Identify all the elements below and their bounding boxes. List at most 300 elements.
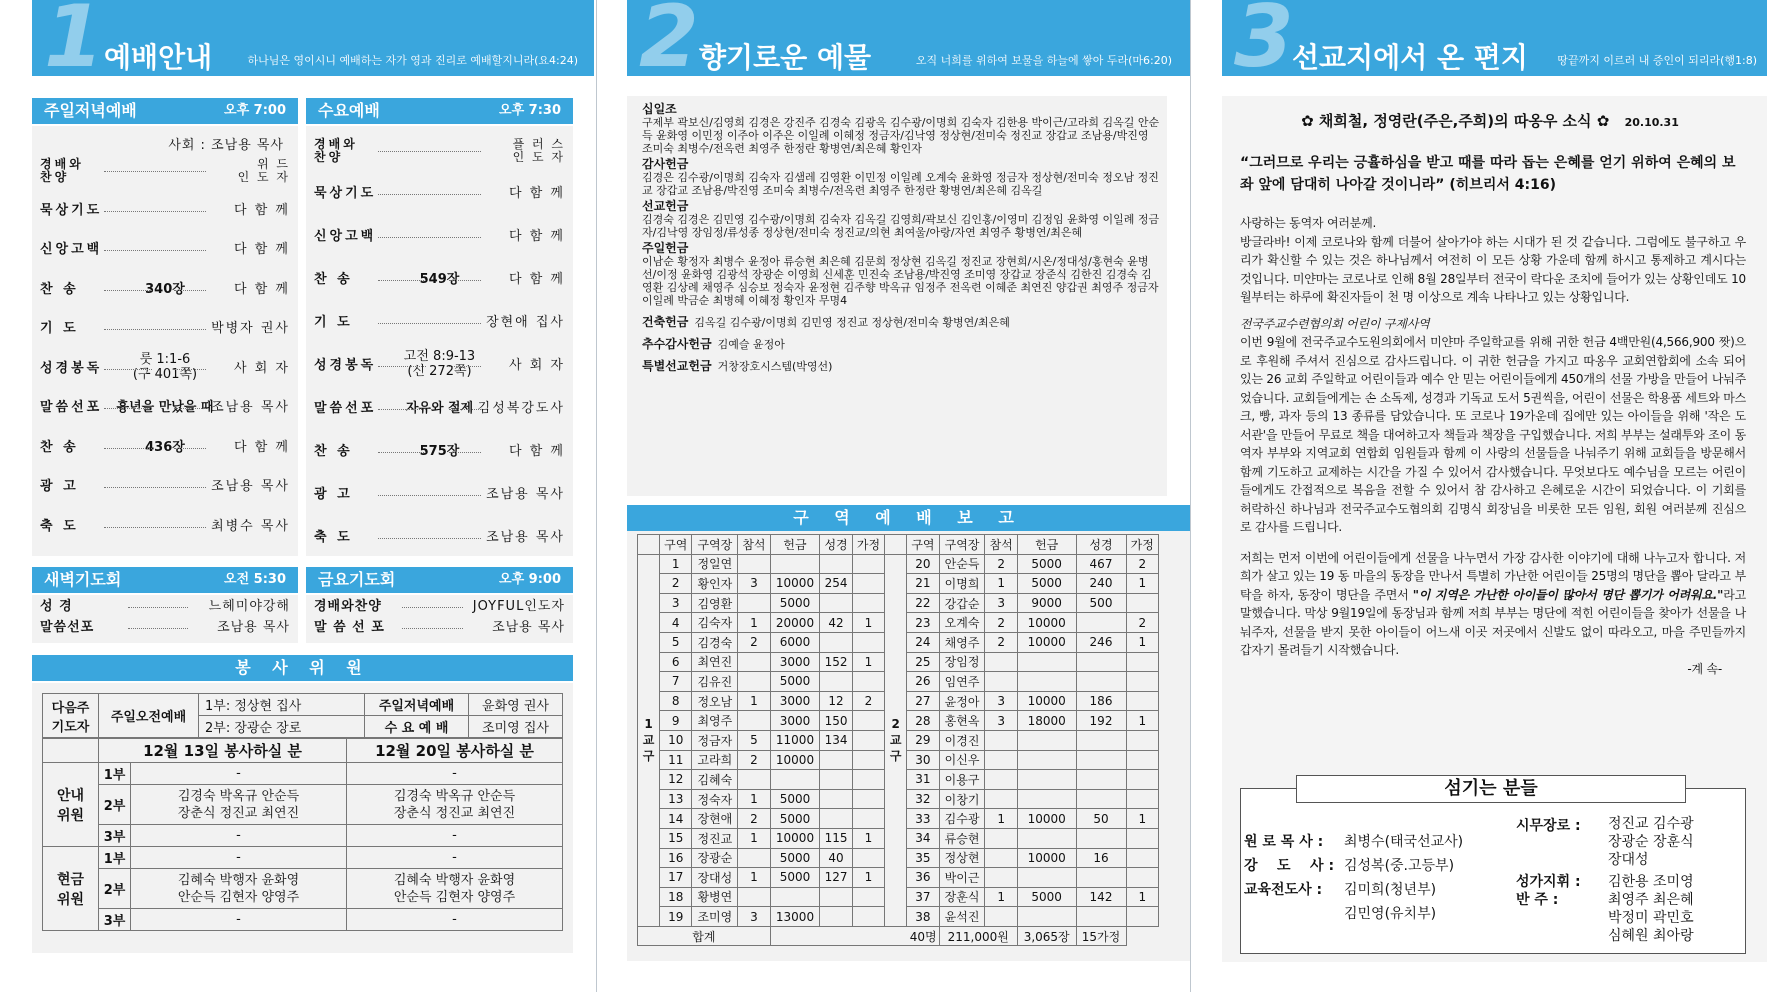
service-table bbox=[42, 693, 563, 738]
wednesday-box bbox=[306, 126, 573, 556]
column-header: 성경 bbox=[820, 535, 852, 555]
order-label: 광 고 bbox=[40, 479, 79, 494]
table-cell: 15 bbox=[660, 828, 692, 848]
offering-block bbox=[642, 103, 1162, 155]
table-cell: 2 bbox=[1126, 613, 1158, 633]
dot-leader bbox=[128, 607, 188, 608]
order-label: 경배와 찬양 bbox=[40, 157, 84, 184]
prayer-part2: 2부: 장광순 장로 bbox=[199, 716, 365, 738]
table-cell bbox=[1126, 652, 1158, 672]
service-header bbox=[32, 655, 573, 681]
table-cell bbox=[820, 672, 852, 692]
table-cell: 17 bbox=[660, 868, 692, 888]
guide-part3-w1: - bbox=[131, 825, 347, 847]
table-cell bbox=[738, 652, 770, 672]
order-row bbox=[306, 226, 573, 248]
flower-icon: ✿ bbox=[1301, 112, 1319, 130]
dot-leader bbox=[378, 194, 481, 195]
table-cell bbox=[852, 809, 884, 829]
offering-names: 구제부 곽보신/김영희 김경은 강진주 김경숙 김광옥 김수광/이명희 김숙자 김한용 박이근/고라희 김옥길 안순득 윤화영 이민정 이주아 이주은 이일례 이혜정 정금자/김낙영 정상현/전미숙 정진교 장갑교 조남용/박진영 조미숙 최병수/전옥련 최영주 한정란 황병연/최은혜 황인자 bbox=[642, 116, 1160, 155]
table-cell: 9000 bbox=[1017, 593, 1076, 613]
table-cell: 윤석진 bbox=[939, 907, 985, 927]
dot-leader bbox=[104, 527, 206, 528]
table-cell bbox=[1017, 770, 1076, 790]
table-cell: 1 bbox=[852, 613, 884, 633]
sunday-evening-box bbox=[32, 126, 298, 556]
order-detail: 흉년을 만났을 때 bbox=[116, 400, 214, 415]
table-cell: 장임정 bbox=[939, 652, 985, 672]
order-leader: 조남용 목사 bbox=[211, 400, 290, 415]
table-cell: 467 bbox=[1076, 554, 1126, 574]
table-cell bbox=[985, 730, 1017, 750]
column-header: 참석 bbox=[738, 535, 770, 555]
duty-week2: 12월 20일 봉사하실 분 bbox=[347, 739, 563, 763]
table-cell bbox=[1017, 750, 1076, 770]
staff-name: 김미희(청년부) bbox=[1344, 882, 1437, 898]
column-header: 구역장 bbox=[692, 535, 738, 555]
table-cell: 1 bbox=[852, 828, 884, 848]
table-cell bbox=[852, 632, 884, 652]
table-cell: 안순득 bbox=[939, 554, 985, 574]
table-cell: 박이근 bbox=[939, 868, 985, 888]
table-cell bbox=[852, 574, 884, 594]
order-leader: 사 회 자 bbox=[234, 360, 290, 376]
table-cell: 37 bbox=[907, 887, 939, 907]
table-cell bbox=[1126, 750, 1158, 770]
table-cell: 최연진 bbox=[692, 652, 738, 672]
choir-names: 김한용 조미영 최영주 최은혜 박정미 곽민호 심혜원 최아랑 bbox=[1608, 874, 1694, 944]
guide-part1-w1: - bbox=[131, 763, 347, 785]
table-cell: 28 bbox=[907, 711, 939, 731]
district-table bbox=[637, 534, 1159, 946]
sunday-evening-label: 주일저녁예배 bbox=[365, 694, 469, 716]
order-leader: 다 함 께 bbox=[509, 186, 565, 201]
table-cell bbox=[985, 770, 1017, 790]
dawn-title: 새벽기도회 bbox=[44, 570, 122, 589]
table-cell bbox=[1126, 672, 1158, 692]
table-cell bbox=[852, 750, 884, 770]
table-cell bbox=[820, 593, 852, 613]
dot-leader bbox=[402, 607, 463, 608]
letter-text: 저희는 먼저 이번에 어린이들에게 선물을 나누면서 가장 감사한 이야기에 대해 나누고자 합니다. 저희가 살고 있는 19 동 마을의 동장을 만나서 특별히 가난한 어린이들 25명의 명단을 뽑아 달라고 부탁을 하자, 동장이 명단을 주면서 bbox=[1240, 550, 1746, 602]
friday-time: 오후 9:00 bbox=[499, 572, 561, 587]
table-cell: 5000 bbox=[1017, 574, 1076, 594]
table-cell: 34 bbox=[907, 828, 939, 848]
column-header: 참석 bbox=[985, 535, 1017, 555]
order-leader: 조남용 목사 bbox=[486, 530, 565, 545]
order-row bbox=[32, 157, 298, 184]
table-cell: 장광순 bbox=[692, 848, 738, 868]
table-cell bbox=[1076, 770, 1126, 790]
table-cell: 1 bbox=[1126, 809, 1158, 829]
offering-block bbox=[642, 357, 1162, 373]
friday-box bbox=[306, 595, 573, 643]
group-label: 1 교 구 bbox=[638, 554, 660, 926]
section-verse: 오직 너희를 위하여 보물을 하늘에 쌓아 두라(마6:20) bbox=[915, 54, 1172, 67]
table-cell bbox=[852, 887, 884, 907]
table-cell: 정숙자 bbox=[692, 789, 738, 809]
offering-block bbox=[642, 313, 1162, 329]
order-label: 묵상기도 bbox=[314, 186, 377, 201]
table-cell bbox=[738, 672, 770, 692]
staff-name: 김민영(유치부) bbox=[1344, 906, 1437, 922]
table-cell bbox=[852, 770, 884, 790]
table-cell: 23 bbox=[907, 613, 939, 633]
table-cell: 10000 bbox=[770, 574, 820, 594]
table-cell bbox=[1126, 593, 1158, 613]
offering-names: 김경은 김수광/이명희 김숙자 김샘레 김영환 이민정 이일례 오계숙 윤화영 정금자 정상현/전미숙 정오남 정진교 장갑교 조남용/박진영 조미숙 최병수/전옥련 최영주 한정란 황병연/최은혜 김옥길 bbox=[642, 171, 1159, 197]
letter-body bbox=[1240, 214, 1746, 678]
choir-role: 성가지휘 : 반 주 : bbox=[1516, 874, 1581, 908]
order-row bbox=[306, 527, 573, 549]
letter-paragraph: 이번 9월에 전국주교수도원의회에서 미얀마 주일학교를 위해 귀한 헌금 4백만원(4,566,900 짯)으로 후원해 주셔서 진심으로 감사드립니다. 이 귀한 헌금을 가지고 따옹우 교회연합회에 소속 되어 있는 26 교회 주일학교 어린이들과 예수 안 믿는 어린이들에게 450개의 선물 가방을 만들어 나눠주었습니다. 교회들에게는 손 소독제, 성경과 기독교 도서 5권씩을, 어린이 선물은 학용품 세트와 마스크, 빵, 과자 등의 13 종류를 담았습니다. 또 코로나 19가운데 집에만 있는 아이들을 위해 '작은 도서관'을 만들어 무료로 책을 대여하고자 책들과 책장을 구입했습니다. 저희 부부는 설래투와 조이 동역자 부부와 지역교회 연합회 임원들과 함께 이 사랑의 선물들을 나눠주기 위해 교회들을 방문해서 함께 기도하고 교제하는 시간을 가질 수 있어서 감사했습니다. 무엇보다도 예수님을 모르는 어린이들에게도 간접적으로 복음을 전할 수 있어서 참 감사하고 은혜로운 시간이 되었습니다. 이 기회를 허락하신 하나님과 전국주교수도협의회 김명식 회장님을 비롯한 모든 임원, 회원 여러분께 진심으로 감사를 드립니다. bbox=[1240, 335, 1746, 534]
dawn-box bbox=[32, 595, 298, 643]
dot-leader bbox=[174, 408, 206, 409]
table-cell: 장현애 bbox=[692, 809, 738, 829]
table-cell bbox=[852, 789, 884, 809]
order-label: 묵상기도 bbox=[40, 202, 103, 218]
table-cell: 3000 bbox=[770, 711, 820, 731]
table-cell: 5000 bbox=[770, 789, 820, 809]
table-cell: 134 bbox=[820, 730, 852, 750]
table-cell bbox=[820, 632, 852, 652]
table-cell bbox=[738, 593, 770, 613]
table-cell: 25 bbox=[907, 652, 939, 672]
section-number: 2 bbox=[639, 0, 699, 76]
group-header bbox=[885, 535, 907, 555]
dot-leader bbox=[378, 366, 426, 367]
staff-role: 원 로 목 사 : bbox=[1244, 834, 1324, 850]
table-cell: 홍현옥 bbox=[939, 711, 985, 731]
dot-leader bbox=[104, 290, 152, 291]
table-cell: 1 bbox=[738, 613, 770, 633]
money-part3: 3부 bbox=[99, 909, 131, 931]
group-label: 2 교 구 bbox=[885, 554, 907, 926]
table-cell: 5 bbox=[660, 632, 692, 652]
sunday-morning-label: 주일오전예배 bbox=[99, 694, 199, 738]
order-row bbox=[32, 279, 298, 301]
offering-type: 선교헌금 bbox=[642, 199, 689, 213]
table-cell bbox=[1126, 691, 1158, 711]
table-cell: 최영주 bbox=[692, 711, 738, 731]
letter-date: 20.10.31 bbox=[1624, 116, 1679, 129]
table-cell: 152 bbox=[820, 652, 852, 672]
table-cell bbox=[1017, 868, 1076, 888]
order-leader: 최병수 목사 bbox=[211, 518, 290, 534]
table-cell: 정진교 bbox=[692, 828, 738, 848]
order-label: 찬 송 bbox=[40, 439, 79, 455]
dawn-time: 오전 5:30 bbox=[224, 572, 286, 587]
order-row bbox=[32, 597, 298, 617]
staff-name: 김성복(중.고등부) bbox=[1344, 858, 1455, 874]
table-cell: 정오남 bbox=[692, 691, 738, 711]
letter-continue: -계 속- bbox=[1687, 661, 1722, 676]
total-bible: 3,065장 bbox=[1017, 926, 1076, 946]
offering-names: 김옥길 김수광/이명희 김민영 정진교 정상현/전미숙 황병연/최은혜 bbox=[694, 316, 1010, 329]
table-cell: 1 bbox=[985, 809, 1017, 829]
money-part2-w2: 김혜숙 박행자 윤화영 안순득 김현자 양영주 bbox=[347, 869, 563, 909]
table-cell bbox=[985, 828, 1017, 848]
order-leader: 다 함 께 bbox=[234, 281, 290, 297]
table-cell bbox=[1076, 652, 1126, 672]
missionary-banner bbox=[1222, 0, 1767, 76]
offering-block bbox=[642, 335, 1162, 351]
table-cell: 정일연 bbox=[692, 554, 738, 574]
dawn-header bbox=[32, 567, 298, 593]
total-homes: 15가정 bbox=[1076, 926, 1126, 946]
order-leader: 다 함 께 bbox=[509, 444, 565, 459]
table-cell bbox=[1126, 907, 1158, 927]
table-cell: 1 bbox=[738, 789, 770, 809]
table-cell bbox=[985, 789, 1017, 809]
table-cell: 김혜숙 bbox=[692, 770, 738, 790]
table-cell bbox=[1076, 868, 1126, 888]
table-cell: 20 bbox=[907, 554, 939, 574]
service-duty-table bbox=[42, 738, 563, 931]
table-cell: 142 bbox=[1076, 887, 1126, 907]
dot-leader bbox=[378, 452, 426, 453]
order-label: 말씀선포 bbox=[40, 620, 95, 635]
table-cell: 임연주 bbox=[939, 672, 985, 692]
prayer-label: 다음주 기도자 bbox=[43, 694, 99, 738]
table-row bbox=[638, 554, 1159, 574]
order-leader: 조남용 목사 bbox=[217, 620, 290, 635]
table-cell: 13000 bbox=[770, 907, 820, 927]
dot-leader bbox=[378, 538, 481, 539]
table-cell: 김영환 bbox=[692, 593, 738, 613]
letter-quote: “그러므로 우리는 긍휼하심을 받고 때를 따라 돕는 은혜를 얻기 위하여 은혜의 보좌 앞에 담대히 나아갈 것이니라” (히브리서 4:16) bbox=[1240, 155, 1736, 193]
table-cell: 5000 bbox=[770, 809, 820, 829]
table-cell: 정상현 bbox=[939, 848, 985, 868]
table-cell bbox=[1017, 828, 1076, 848]
staff-role: 교육전도사 : bbox=[1244, 882, 1323, 898]
table-cell: 246 bbox=[1076, 632, 1126, 652]
order-row bbox=[32, 516, 298, 538]
dot-leader bbox=[104, 369, 152, 370]
table-cell: 50 bbox=[1076, 809, 1126, 829]
order-detail: 340장 bbox=[145, 281, 185, 297]
order-label: 신앙고백 bbox=[314, 229, 377, 244]
order-leader: 사 회 자 bbox=[509, 358, 565, 373]
table-cell: 5000 bbox=[770, 848, 820, 868]
table-cell: 김숙자 bbox=[692, 613, 738, 633]
table-cell: 8 bbox=[660, 691, 692, 711]
table-cell: 2 bbox=[985, 632, 1017, 652]
table-cell bbox=[1017, 730, 1076, 750]
table-cell bbox=[770, 887, 820, 907]
table-cell: 3 bbox=[660, 593, 692, 613]
table-cell: 500 bbox=[1076, 593, 1126, 613]
table-cell bbox=[770, 770, 820, 790]
staff-title: 섬기는 분들 bbox=[1296, 775, 1686, 803]
table-cell: 7 bbox=[660, 672, 692, 692]
order-row bbox=[32, 397, 298, 419]
table-cell: 2 bbox=[1126, 554, 1158, 574]
dot-leader bbox=[128, 628, 188, 629]
table-cell: 1 bbox=[1126, 887, 1158, 907]
table-cell: 3 bbox=[985, 593, 1017, 613]
table-cell bbox=[1126, 828, 1158, 848]
guide-part2: 2부 bbox=[99, 785, 131, 825]
guide-part1-w2: - bbox=[347, 763, 563, 785]
dot-leader bbox=[402, 628, 463, 629]
friday-title: 금요기도회 bbox=[318, 570, 396, 589]
table-cell: 2 bbox=[852, 691, 884, 711]
wednesday-title: 수요예배 bbox=[318, 101, 380, 120]
column-header: 성경 bbox=[1076, 535, 1126, 555]
table-cell: 오계숙 bbox=[939, 613, 985, 633]
table-cell bbox=[770, 554, 820, 574]
wednesday-time: 오후 7:30 bbox=[499, 103, 561, 118]
table-cell bbox=[820, 789, 852, 809]
table-cell: 5000 bbox=[770, 672, 820, 692]
money-label: 현금 위원 bbox=[43, 847, 99, 931]
table-cell: 1 bbox=[985, 574, 1017, 594]
offering-type: 특별선교헌금 bbox=[642, 359, 712, 373]
table-cell: 1 bbox=[738, 828, 770, 848]
staff-list bbox=[1244, 830, 1504, 926]
order-row bbox=[306, 618, 573, 638]
table-cell bbox=[852, 848, 884, 868]
table-cell: 김수광 bbox=[939, 809, 985, 829]
table-cell: 10000 bbox=[1017, 632, 1076, 652]
table-cell: 16 bbox=[1076, 848, 1126, 868]
service-box bbox=[32, 683, 573, 953]
table-cell: 10000 bbox=[1017, 691, 1076, 711]
column-header: 가정 bbox=[1126, 535, 1158, 555]
table-cell bbox=[1126, 770, 1158, 790]
offering-names: 김경숙 김경은 김민영 김수광/이명희 김숙자 김옥길 김영희/곽보신 김인홍/이영미 김정임 윤화영 이일례 정금자/김낙영 장임정/류성종 정상현/전미숙 정진교/의현 최여울/아랑/자연 최영주 황병연/최은혜 bbox=[642, 213, 1160, 239]
table-cell: 20000 bbox=[770, 613, 820, 633]
dot-leader bbox=[378, 237, 481, 238]
wednesday-label: 수 요 예 배 bbox=[365, 716, 469, 738]
order-detail: 575장 bbox=[419, 444, 460, 459]
money-part2: 2부 bbox=[99, 869, 131, 909]
order-row bbox=[306, 269, 573, 291]
table-cell bbox=[738, 848, 770, 868]
offering-block bbox=[642, 242, 1162, 307]
table-cell: 1 bbox=[660, 554, 692, 574]
table-cell: 2 bbox=[985, 613, 1017, 633]
table-cell: 29 bbox=[907, 730, 939, 750]
table-cell bbox=[852, 907, 884, 927]
table-cell: 18 bbox=[660, 887, 692, 907]
order-label: 찬 송 bbox=[314, 444, 353, 459]
offering-type: 십일조 bbox=[642, 102, 677, 116]
table-cell: 18000 bbox=[1017, 711, 1076, 731]
order-row bbox=[32, 351, 298, 382]
column-header: 구역 bbox=[907, 535, 939, 555]
sunday-evening-time: 오후 7:00 bbox=[224, 103, 286, 118]
table-cell: 2 bbox=[738, 750, 770, 770]
order-leader: 박병자 권사 bbox=[211, 321, 290, 336]
money-part3-w2: - bbox=[347, 909, 563, 931]
column-header: 구역 bbox=[660, 535, 692, 555]
sunday-evening-title: 주일저녁예배 bbox=[44, 101, 137, 120]
table-cell bbox=[985, 868, 1017, 888]
table-cell: 3000 bbox=[770, 691, 820, 711]
order-row bbox=[306, 484, 573, 506]
order-label: 신앙고백 bbox=[40, 242, 103, 257]
offering-type: 감사헌금 bbox=[642, 157, 689, 171]
table-cell bbox=[1076, 750, 1126, 770]
wednesday-prayer: 조미영 집사 bbox=[469, 716, 563, 738]
order-detail: 룻 1:1-6 (구 401쪽) bbox=[132, 351, 198, 382]
dot-leader bbox=[174, 448, 206, 449]
dot-leader bbox=[104, 487, 206, 488]
total-attendance: 40명 bbox=[770, 926, 939, 946]
table-cell: 3 bbox=[738, 574, 770, 594]
money-part3-w1: - bbox=[131, 909, 347, 931]
table-cell: 6 bbox=[660, 652, 692, 672]
table-cell: 10000 bbox=[1017, 848, 1076, 868]
order-row bbox=[306, 349, 573, 379]
money-part1: 1부 bbox=[99, 847, 131, 869]
dot-leader bbox=[449, 452, 481, 453]
section-title: 향기로운 예물 bbox=[699, 41, 872, 74]
table-cell: 이경진 bbox=[939, 730, 985, 750]
order-leader: 다 함 께 bbox=[234, 202, 290, 218]
table-cell: 14 bbox=[660, 809, 692, 829]
order-leader: 김성복강도사 bbox=[477, 401, 565, 416]
table-cell: 240 bbox=[1076, 574, 1126, 594]
staff-row bbox=[1244, 902, 1504, 926]
order-row bbox=[32, 318, 298, 340]
table-cell: 10000 bbox=[770, 828, 820, 848]
duty-week1: 12월 13일 봉사하실 분 bbox=[99, 739, 347, 763]
group-header bbox=[638, 535, 660, 555]
offering-block bbox=[642, 200, 1162, 239]
table-cell bbox=[852, 672, 884, 692]
table-cell bbox=[985, 907, 1017, 927]
dot-leader bbox=[104, 329, 206, 330]
table-cell bbox=[1126, 730, 1158, 750]
staff-row bbox=[1244, 854, 1504, 878]
table-cell: 21 bbox=[907, 574, 939, 594]
order-leader: 위 드 인 도 자 bbox=[237, 157, 290, 184]
table-cell: 16 bbox=[660, 848, 692, 868]
table-cell: 이명희 bbox=[939, 574, 985, 594]
table-cell: 12 bbox=[820, 691, 852, 711]
elders-names: 정진교 김수광 장광순 장훈식 장대성 bbox=[1608, 816, 1694, 868]
money-part1-w2: - bbox=[347, 847, 563, 869]
table-cell bbox=[985, 652, 1017, 672]
offering-list bbox=[642, 100, 1162, 373]
table-cell: 35 bbox=[907, 848, 939, 868]
table-cell: 10000 bbox=[1017, 809, 1076, 829]
table-cell: 5000 bbox=[770, 593, 820, 613]
panel-divider bbox=[1190, 0, 1191, 992]
table-cell: 장대성 bbox=[692, 868, 738, 888]
dot-leader bbox=[449, 280, 481, 281]
order-leader: 플 러 스 인 도 자 bbox=[512, 137, 565, 164]
order-label: 성경봉독 bbox=[40, 360, 103, 376]
table-cell: 2 bbox=[660, 574, 692, 594]
table-cell: 30 bbox=[907, 750, 939, 770]
table-cell bbox=[1017, 672, 1076, 692]
table-cell: 115 bbox=[820, 828, 852, 848]
offering-block bbox=[642, 158, 1162, 197]
table-cell: 이신우 bbox=[939, 750, 985, 770]
letter-paragraph-4 bbox=[1240, 549, 1746, 660]
section-verse: 하나님은 영이시니 예배하는 자가 영과 진리로 예배할지니라(요4:24) bbox=[247, 54, 578, 67]
order-leader: JOYFUL인도자 bbox=[472, 599, 565, 614]
order-label: 찬 송 bbox=[314, 272, 353, 287]
table-cell: 윤정아 bbox=[939, 691, 985, 711]
table-cell: 42 bbox=[820, 613, 852, 633]
table-cell: 1 bbox=[1126, 632, 1158, 652]
table-cell bbox=[1076, 789, 1126, 809]
